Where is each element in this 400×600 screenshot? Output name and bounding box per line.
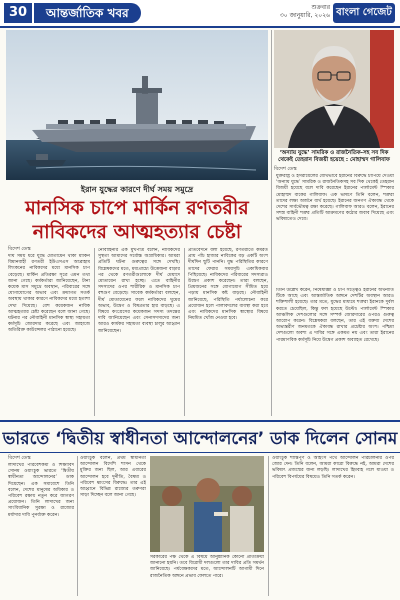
lead-body-column-2: নৌবাহিনীর এক মুখপাত্র বলেন, নাবিকদের সুস্থতা আমাদের সর্বোচ্চ অগ্রাধিকার। আমরা প্রতিটি ঘটনা গুরুত্বের সঙ্গে দেখছি। বিশ্লেষকদের মতে, মধ্যপ্রাচ্যে উত্তেজনা বাড়ার পর থেকে রণতরীগুলোকে দীর্ঘ মেয়াদে মোতায়েন রাখা হচ্ছে। এতে বাহিনীর সদস্যদের ওপর শারীরিক ও মানসিক চাপ বহুগুণ বেড়েছে। সাবেক কর্মকর্তারা বলছেন, দীর্ঘ মোতায়েনের ফলে নাবিকদের ঘুমের অভাব, উদ্বেগ ও বিষণ্ণতার হার বাড়ছে। এ বিষয়ে কংগ্রেসের কয়েকজন সদস্য তদন্তের দাবি জানিয়েছেন এবং সেনাসদস্যদের জন্য আরও কার্যকর সহায়তা ব্যবস্থা চালুর আহ্বান জানিয়েছেন। bbox=[98, 248, 180, 334]
column-divider bbox=[77, 456, 78, 596]
lead-headline-line2: নাবিকদের আত্মহত্যার চেষ্টা bbox=[32, 221, 242, 243]
lead-kicker: ইরান যুদ্ধের কারণে দীর্ঘ সময় সমুদ্রে bbox=[80, 185, 194, 194]
lead-body-column-3: প্রতিবেদনে বলা হয়েছে, রণতরীতে কর্মরত প্রায় পাঁচ হাজার নাবিকের বড় একটি অংশ দীর্ঘদিন ছুটি পাননি। যুদ্ধ পরিস্থিতির কারণে তাদের ফেরার সময়সূচি একাধিকবার পিছিয়েছে। নাবিকদের পরিবারের সদস্যরাও উদ্বেগ প্রকাশ করেছেন। তারা বলছেন, প্রিয়জনের সঙ্গে যোগাযোগ সীমিত হয়ে পড়ায় মানসিক কষ্ট বাড়ছে। নৌবাহিনী জানিয়েছে, পরিস্থিতি পর্যালোচনা করে প্রয়োজন হলে পালাবদলের ব্যবস্থা করা হবে এবং নাবিকদের মানসিক স্বাস্থ্যের বিষয়ে নিয়মিত খোঁজ নেওয়া হবে। bbox=[188, 248, 268, 322]
page-number: 30 bbox=[4, 3, 32, 23]
newspaper-logo: বাংলা গেজেট bbox=[333, 3, 395, 23]
second-story-headline: ভারতে ‘দ্বিতীয় স্বাধীনতা আন্দোলনের’ ডাক দিলেন সোনম bbox=[2, 429, 398, 449]
page-header bbox=[0, 0, 400, 28]
aircraft-carrier-photo bbox=[6, 30, 268, 180]
second-story-column-3: সরকারের পক্ষ থেকে এ বিষয়ে আনুষ্ঠানিক কোনো প্রতিক্রিয়া জানানো হয়নি। তবে বিরোধী দলগুলো তার দাবির প্রতি সমর্থন জানিয়েছে। পর্যবেক্ষকদের মতে, আন্দোলনটি আগামী দিনে রাজনৈতিক অঙ্গনে প্রভাব ফেলতে পারে। bbox=[150, 555, 264, 579]
portrait-caption: ‘অন্যায় যুদ্ধে’ সামরিক ও রাজনৈতিক-সহ সব দিক থেকেই তেহরান বিজয়ী হয়েছে : মোহাম্মদ গালিবাফ bbox=[278, 150, 390, 163]
column-divider bbox=[184, 248, 185, 416]
portrait-illustration bbox=[274, 30, 394, 148]
lead-headline-line1: মানসিক চাপে মার্কিন রণতরীর bbox=[25, 197, 249, 219]
second-story-byline: বিদেশ ডেস্ক bbox=[8, 455, 31, 461]
side-story-byline: বিদেশ ডেস্ক bbox=[274, 166, 297, 172]
second-story-banner bbox=[0, 420, 400, 453]
side-story-column-1: যুক্তরাষ্ট্র ও ইসরায়েলের যৌথভাবে ইরানের বিরুদ্ধে চাপিয়ে দেওয়া ‘অন্যায় যুদ্ধে’ সামরিক ও রাজনৈতিকসহ সব দিক থেকেই তেহরান বিজয়ী হয়েছে বলে দাবি করেছেন ইরানের পার্লামেন্ট স্পিকার মোহাম্মদ বাকের গালিবাফ। এক ভাষণে তিনি বলেন, শত্রুরা তাদের লক্ষ্য অর্জনে ব্যর্থ হয়েছে। ইরানের জনগণ ঐক্যবদ্ধ থেকে দেশের সার্বভৌমত্ব রক্ষা করেছে। গালিবাফ আরও বলেন, ইরানের সশস্ত্র বাহিনী শত্রুর প্রতিটি আক্রমণের কঠোর জবাব দিয়েছে এবং ভবিষ্যতেও দেবে। bbox=[276, 174, 394, 223]
carrier-illustration bbox=[6, 30, 268, 180]
lead-headline bbox=[8, 196, 266, 244]
second-story-column-2: ওয়াংচুক বলেন, প্রথম স্বাধীনতা আন্দোলন বিদেশি শাসন থেকে মুক্তির জন্য ছিল, আর এবারের আন্দোলন হবে দুর্নীতি, বৈষম্য ও পরিবেশ ধ্বংসের বিরুদ্ধে। তার এই আহ্বানে বিভিন্ন রাজ্যের তরুণরা সাড়া দিচ্ছেন বলে জানা গেছে। bbox=[80, 456, 146, 499]
date-day: শুক্রবার bbox=[311, 4, 330, 11]
side-story-column-2: তিনি উল্লেখ করেন, নিষেধাজ্ঞা ও চাপ সত্ত্বেও ইরানের অর্থনীতি টিকে আছে এবং আন্তর্জাতিক অঙ্গনে দেশটির অবস্থান আরও শক্তিশালী হয়েছে। তার মতে, যুদ্ধের মাধ্যমে শত্রুরা ইরানকে দুর্বল করতে চেয়েছিল, কিন্তু ফল হয়েছে উল্টো। পার্লামেন্ট স্পিকার আঞ্চলিক দেশগুলোর সঙ্গে সম্পর্ক জোরদারের ওপরও গুরুত্ব আরোপ করেন। বিশ্লেষকরা বলছেন, তার এই বক্তব্য দেশের অভ্যন্তরীণ জনমতকে ঐক্যবদ্ধ রাখার প্রচেষ্টার অংশ। পশ্চিমা দেশগুলো অবশ্য এ দাবির সঙ্গে একমত নয় এবং তারা ইরানের পারমাণবিক কর্মসূচি নিয়ে উদ্বেগ প্রকাশ অব্যাহত রেখেছে। bbox=[276, 288, 394, 343]
speaker-portrait-photo bbox=[274, 30, 394, 148]
lead-body-column-1: দীর্ঘ সময় ধরে যুদ্ধে মোতায়েন থাকা মার্কিন বিমানবাহী রণতরী ইউএসএস আব্রাহাম লিংকনের নাবিকদের মধ্যে মানসিক চাপ বেড়েছে। মার্কিন প্রতিরক্ষা সূত্রে এমন তথ্য জানা গেছে। কর্মকর্তারা জানিয়েছেন, টানা কয়েক মাস সমুদ্রে অবস্থান, পরিবারের সঙ্গে যোগাযোগের অভাব এবং ক্রমাগত সতর্ক অবস্থায় থাকার কারণে নাবিকদের মধ্যে হতাশা দেখা দিয়েছে। বেশ কয়েকজন নাবিক আত্মহত্যার চেষ্টা করেছেন বলে জানা গেছে। ঘটনার পর নৌবাহিনী মানসিক স্বাস্থ্য সহায়তা কর্মসূচি জোরদার করেছে এবং জাহাজে অতিরিক্ত কাউন্সেলর পাঠানো হয়েছে। bbox=[8, 254, 90, 334]
lead-byline: বিদেশ ডেস্ক bbox=[8, 246, 31, 252]
rally-illustration bbox=[150, 456, 264, 552]
column-divider bbox=[271, 30, 272, 416]
column-divider bbox=[94, 248, 95, 416]
protest-rally-photo bbox=[150, 456, 264, 552]
section-title: আন্তর্জাতিক খবর bbox=[34, 3, 141, 23]
second-story-column-4: ওয়াংচুক শান্তিপূর্ণ ও অহিংস পথে আন্দোলন পরিচালনার ওপর জোর দেন। তিনি বলেন, আমরা কারো বিরুদ্ধে নই, আমরা দেশের ভবিষ্যৎ প্রজন্মের জন্য লড়ছি। লাদাখের হিমবাহ গলে যাওয়া ও পরিবেশ বিপর্যয়ের বিষয়েও তিনি সতর্ক করেন। bbox=[272, 456, 394, 480]
second-story-column-1: লাদাখের পরিবেশকর্মী ও শিক্ষাবিদ সোনম ওয়াংচুক ভারতে ‘দ্বিতীয় স্বাধীনতা আন্দোলনের’ ডাক দিয়েছেন। এক সমাবেশে তিনি বলেন, দেশের মানুষের অধিকার ও পরিবেশ রক্ষায় নতুন করে জাগরণ প্রয়োজন। তিনি লাদাখের জন্য সাংবিধানিক সুরক্ষা ও রাজ্যের মর্যাদার দাবি পুনর্ব্যক্ত করেন। bbox=[8, 463, 74, 518]
date-block bbox=[278, 4, 330, 20]
date-full: ৩০ জানুয়ারি, ২০২৬ bbox=[279, 12, 330, 19]
column-divider bbox=[268, 456, 269, 596]
